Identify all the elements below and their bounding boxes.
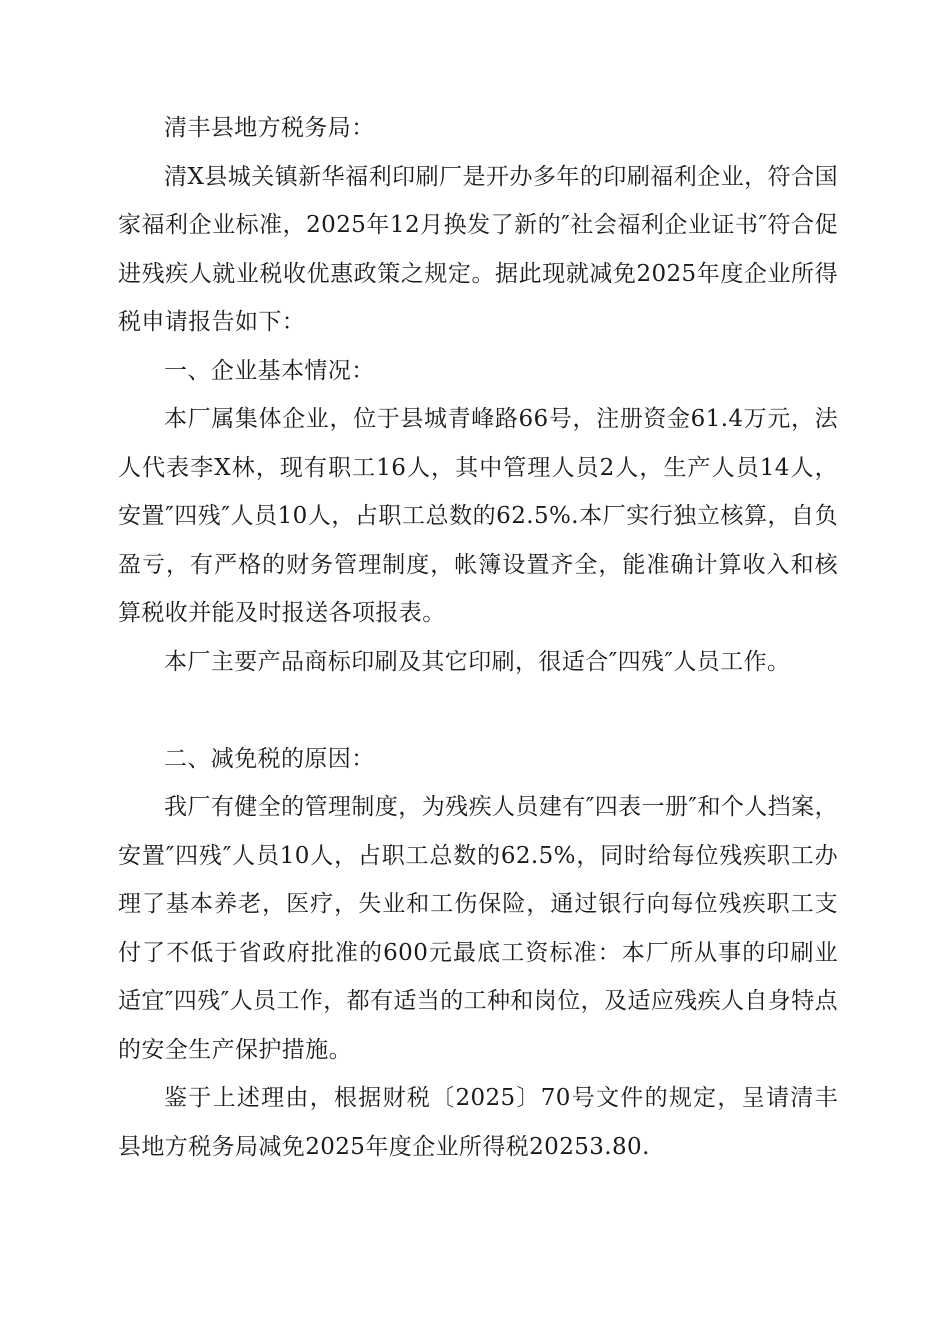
blank-line xyxy=(118,686,838,735)
conclusion-paragraph: 鉴于上述理由，根据财税〔2025〕70号文件的规定，呈请清丰县地方税务局减免2025年度企业所得税20253.80. xyxy=(118,1085,838,1160)
section-2-heading: 二、减免税的原因： xyxy=(164,745,375,772)
section-1-paragraph-1: 本厂属集体企业，位于县城青峰路66号，注册资金61.4万元，法人代表李X林，现有职工16人，其中管理人员2人，生产人员14人，安置″四残″人员10人，占职工总数的62.5%.本厂实行独立核算，自负盈亏，有严格的财务管理制度，帐簿设置齐全，能准确计算收入和核算税收并能及时报送各项报表。 xyxy=(118,406,838,626)
addressee-line: 清丰县地方税务局： xyxy=(164,115,375,141)
section-1-heading: 一、企业基本情况： xyxy=(164,357,375,384)
intro-paragraph: 清X县城关镇新华福利印刷厂是开办多年的印刷福利企业，符合国家福利企业标准，2025年12月换发了新的″社会福利企业证书″符合促进残疾人就业税收优惠政策之规定。据此现就减免2025年度企业所得税申请报告如下： xyxy=(118,163,838,335)
section-1-paragraph-2: 本厂主要产品商标印刷及其它印刷，很适合″四残″人员工作。 xyxy=(164,648,791,675)
section-2-paragraph-1: 我厂有健全的管理制度，为残疾人员建有″四表一册″和个人挡案，安置″四残″人员10人，占职工总数的62.5%，同时给每位残疾职工办理了基本养老，医疗，失业和工伤保险，通过银行向每位残疾职工支付了不低于省政府批准的600元最底工资标准：本厂所从事的印刷业适宜″四残″人员工作，都有适当的工种和岗位，及适应残疾人自身特点的安全生产保护措施。 xyxy=(118,794,838,1063)
document-body xyxy=(118,104,838,1171)
